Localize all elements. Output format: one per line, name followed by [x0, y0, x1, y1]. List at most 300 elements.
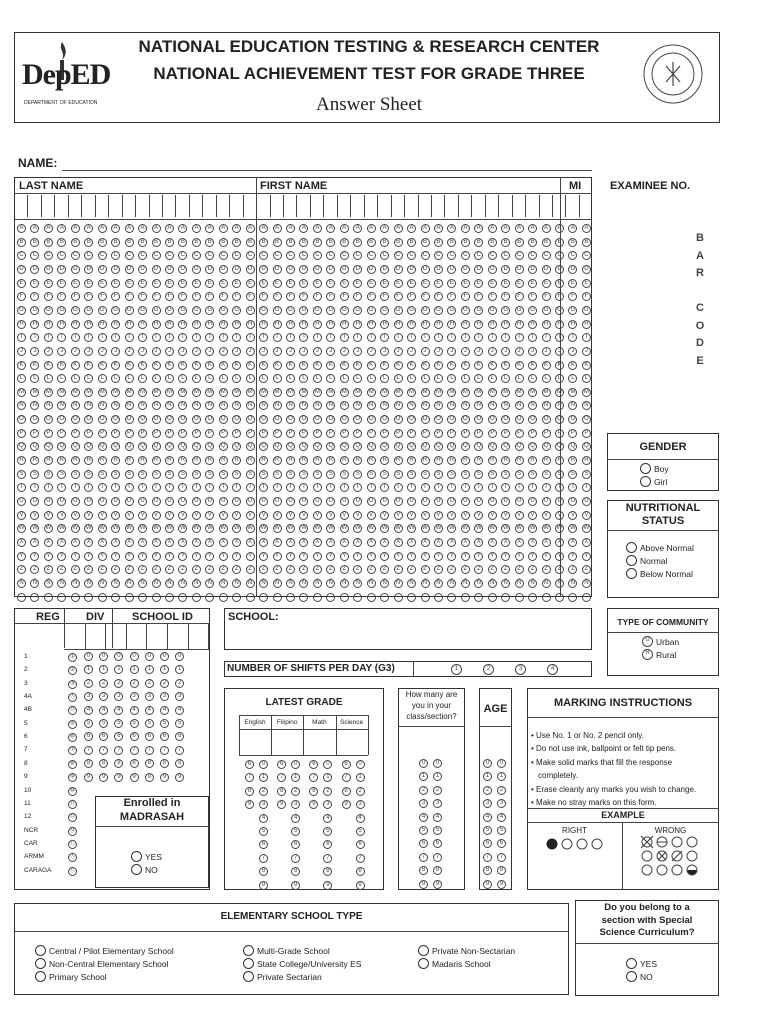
name-bubble[interactable]: Z: [447, 565, 456, 574]
name-bubble[interactable]: M: [583, 388, 589, 395]
name-bubble[interactable]: B: [232, 238, 241, 247]
name-bubble[interactable]: P: [84, 429, 93, 438]
name-bubble[interactable]: B: [165, 238, 174, 247]
name-bubble[interactable]: R: [111, 456, 120, 465]
name-bubble[interactable]: F: [313, 292, 322, 301]
school-id-bubble[interactable]: 0: [84, 652, 93, 661]
region-bubble[interactable]: ②: [69, 667, 76, 674]
name-bubble[interactable]: W: [381, 525, 388, 532]
name-bubble[interactable]: Ñ: [273, 579, 282, 588]
name-bubble[interactable]: Z: [582, 565, 591, 574]
name-bubble[interactable]: F: [394, 292, 403, 301]
name-bubble[interactable]: C: [165, 251, 174, 260]
name-bubble[interactable]: U: [246, 497, 255, 506]
name-bubble[interactable]: N: [84, 401, 93, 410]
name-bubble[interactable]: S: [178, 470, 187, 479]
name-bubble[interactable]: Q: [434, 442, 443, 451]
grade-bubble[interactable]: 6: [342, 760, 351, 769]
name-bubble[interactable]: M: [489, 388, 495, 395]
name-bubble[interactable]: C: [246, 251, 255, 260]
name-bubble[interactable]: R: [84, 456, 93, 465]
non-central-bubble[interactable]: [35, 958, 46, 969]
name-bubble[interactable]: K: [313, 361, 322, 370]
school-id-bubble[interactable]: 1: [84, 665, 93, 674]
name-bubble[interactable]: J: [273, 347, 282, 356]
name-bubble[interactable]: K: [125, 361, 134, 370]
name-bubble[interactable]: O: [326, 415, 335, 424]
name-bubble[interactable]: B: [299, 238, 308, 247]
grade-bubble[interactable]: 6: [277, 760, 286, 769]
age-bubble[interactable]: 3: [483, 799, 492, 808]
name-bubble[interactable]: X: [246, 538, 255, 547]
school-id-bubble[interactable]: 0: [145, 652, 154, 661]
name-bubble[interactable]: Z: [488, 565, 497, 574]
region-bubble[interactable]: Ⓜ: [69, 827, 76, 834]
private-sectarian-bubble[interactable]: [243, 971, 254, 982]
name-bubble[interactable]: V: [152, 511, 161, 520]
name-bubble[interactable]: V: [367, 511, 376, 520]
name-bubble[interactable]: T: [152, 483, 161, 492]
grade-bubble[interactable]: 3: [259, 800, 268, 809]
name-bubble[interactable]: C: [232, 251, 241, 260]
region-bubble[interactable]: ⑫: [69, 814, 76, 821]
name-bubble[interactable]: J: [246, 347, 255, 356]
name-bubble[interactable]: L: [367, 374, 376, 383]
name-bubble[interactable]: E: [178, 279, 187, 288]
name-bubble[interactable]: K: [474, 361, 483, 370]
school-id-bubble[interactable]: 3: [99, 692, 108, 701]
name-bubble[interactable]: P: [542, 429, 551, 438]
name-bubble[interactable]: L: [568, 374, 577, 383]
name-bubble[interactable]: H: [30, 320, 39, 329]
name-bubble[interactable]: P: [515, 429, 524, 438]
name-bubble[interactable]: W: [328, 525, 334, 532]
name-bubble[interactable]: W: [166, 525, 173, 532]
name-bubble[interactable]: A: [178, 224, 187, 233]
name-bubble[interactable]: J: [474, 347, 483, 356]
name-bubble[interactable]: G: [515, 306, 524, 315]
name-bubble[interactable]: -: [313, 593, 322, 602]
name-bubble[interactable]: X: [461, 538, 470, 547]
name-bubble[interactable]: I: [178, 333, 187, 342]
school-id-bubble[interactable]: 9: [160, 773, 169, 782]
name-bubble[interactable]: R: [30, 456, 39, 465]
name-bubble[interactable]: O: [125, 415, 134, 424]
name-bubble[interactable]: A: [515, 224, 524, 233]
name-bubble[interactable]: S: [542, 470, 551, 479]
name-bubble[interactable]: Q: [125, 442, 134, 451]
name-bubble[interactable]: R: [71, 456, 80, 465]
name-bubble[interactable]: L: [17, 374, 26, 383]
name-bubble[interactable]: W: [475, 525, 482, 532]
name-bubble[interactable]: Ñ: [57, 579, 66, 588]
name-bubble[interactable]: V: [232, 511, 241, 520]
name-bubble[interactable]: -: [232, 593, 241, 602]
name-bubble[interactable]: K: [501, 361, 510, 370]
grade-bubble[interactable]: 4: [323, 814, 332, 823]
name-bubble[interactable]: P: [178, 429, 187, 438]
name-bubble[interactable]: K: [71, 361, 80, 370]
name-bubble[interactable]: V: [488, 511, 497, 520]
name-bubble[interactable]: M: [207, 388, 213, 395]
name-bubble[interactable]: I: [299, 333, 308, 342]
name-bubble[interactable]: Ñ: [259, 579, 268, 588]
name-bubble[interactable]: L: [98, 374, 107, 383]
name-bubble[interactable]: T: [178, 483, 187, 492]
name-bubble[interactable]: Q: [447, 442, 456, 451]
name-bubble[interactable]: K: [447, 361, 456, 370]
name-bubble[interactable]: L: [394, 374, 403, 383]
name-bubble[interactable]: W: [85, 525, 92, 532]
name-bubble[interactable]: T: [582, 483, 591, 492]
school-id-bubble[interactable]: 5: [84, 719, 93, 728]
name-bubble[interactable]: S: [582, 470, 591, 479]
name-bubble[interactable]: R: [178, 456, 187, 465]
name-bubble[interactable]: V: [528, 511, 537, 520]
name-bubble[interactable]: X: [421, 538, 430, 547]
name-bubble[interactable]: A: [57, 224, 66, 233]
name-bubble[interactable]: E: [528, 279, 537, 288]
grade-bubble[interactable]: 2: [291, 787, 300, 796]
name-bubble[interactable]: F: [326, 292, 335, 301]
name-bubble[interactable]: P: [582, 429, 591, 438]
name-bubble[interactable]: A: [192, 224, 201, 233]
school-id-bubble[interactable]: 6: [130, 732, 139, 741]
name-bubble[interactable]: J: [488, 347, 497, 356]
name-bubble[interactable]: Y: [555, 552, 564, 561]
name-bubble[interactable]: Z: [178, 565, 187, 574]
name-bubble[interactable]: F: [205, 292, 214, 301]
name-bubble[interactable]: D: [299, 265, 308, 274]
name-bubble[interactable]: I: [286, 333, 295, 342]
name-bubble[interactable]: Z: [219, 565, 228, 574]
name-bubble[interactable]: X: [447, 538, 456, 547]
name-bubble[interactable]: G: [501, 306, 510, 315]
name-bubble[interactable]: O: [299, 415, 308, 424]
name-bubble[interactable]: A: [447, 224, 456, 233]
name-bubble[interactable]: I: [421, 333, 430, 342]
name-bubble[interactable]: X: [17, 538, 26, 547]
name-bubble[interactable]: Ñ: [461, 579, 470, 588]
name-bubble[interactable]: W: [233, 525, 240, 532]
name-bubble[interactable]: T: [111, 483, 120, 492]
name-bubble[interactable]: H: [582, 320, 591, 329]
name-bubble[interactable]: H: [394, 320, 403, 329]
name-bubble[interactable]: V: [461, 511, 470, 520]
name-bubble[interactable]: R: [555, 456, 564, 465]
name-bubble[interactable]: -: [474, 593, 483, 602]
name-bubble[interactable]: R: [125, 456, 134, 465]
rural-option[interactable]: [642, 648, 679, 661]
name-bubble[interactable]: G: [568, 306, 577, 315]
name-bubble[interactable]: N: [273, 401, 282, 410]
name-bubble[interactable]: S: [326, 470, 335, 479]
name-bubble[interactable]: V: [353, 511, 362, 520]
name-bubble[interactable]: C: [421, 251, 430, 260]
name-bubble[interactable]: Ñ: [407, 579, 416, 588]
name-bubble[interactable]: G: [380, 306, 389, 315]
name-bubble[interactable]: O: [394, 415, 403, 424]
name-bubble[interactable]: G: [542, 306, 551, 315]
name-bubble[interactable]: O: [313, 415, 322, 424]
name-bubble[interactable]: W: [502, 525, 509, 532]
name-bubble[interactable]: -: [57, 593, 66, 602]
name-bubble[interactable]: U: [84, 497, 93, 506]
school-id-bubble[interactable]: 7: [114, 746, 123, 755]
name-bubble[interactable]: A: [407, 224, 416, 233]
name-bubble[interactable]: S: [44, 470, 53, 479]
name-bubble[interactable]: O: [57, 415, 66, 424]
age-bubble[interactable]: 5: [483, 826, 492, 835]
name-bubble[interactable]: Ñ: [394, 579, 403, 588]
name-bubble[interactable]: C: [44, 251, 53, 260]
name-bubble[interactable]: A: [542, 224, 551, 233]
name-bubble[interactable]: I: [246, 333, 255, 342]
name-bubble[interactable]: S: [407, 470, 416, 479]
name-bubble[interactable]: G: [488, 306, 497, 315]
name-bubble[interactable]: Q: [461, 442, 470, 451]
name-bubble[interactable]: C: [380, 251, 389, 260]
name-bubble[interactable]: -: [192, 593, 201, 602]
name-bubble[interactable]: J: [192, 347, 201, 356]
age-bubble[interactable]: 5: [497, 826, 506, 835]
age-bubble[interactable]: 4: [483, 813, 492, 822]
name-bubble[interactable]: D: [152, 265, 161, 274]
name-bubble[interactable]: Z: [165, 565, 174, 574]
name-bubble[interactable]: R: [447, 456, 456, 465]
name-bubble[interactable]: M: [140, 388, 146, 395]
name-bubble[interactable]: D: [273, 265, 282, 274]
name-bubble[interactable]: H: [286, 320, 295, 329]
name-bubble[interactable]: N: [192, 401, 201, 410]
name-bubble[interactable]: W: [247, 525, 253, 532]
name-bubble[interactable]: H: [528, 320, 537, 329]
name-bubble[interactable]: Q: [353, 442, 362, 451]
name-bubble[interactable]: A: [273, 224, 282, 233]
grade-bubble[interactable]: 8: [342, 787, 351, 796]
name-bubble[interactable]: L: [152, 374, 161, 383]
name-bubble[interactable]: R: [582, 456, 591, 465]
name-bubble[interactable]: L: [447, 374, 456, 383]
name-bubble[interactable]: A: [98, 224, 107, 233]
name-bubble[interactable]: A: [205, 224, 214, 233]
name-bubble[interactable]: T: [488, 483, 497, 492]
name-bubble[interactable]: G: [205, 306, 214, 315]
grade-bubble[interactable]: 2: [323, 787, 332, 796]
name-bubble[interactable]: X: [232, 538, 241, 547]
name-bubble[interactable]: Ñ: [71, 579, 80, 588]
grade-bubble[interactable]: 7: [356, 854, 365, 863]
name-bubble[interactable]: Q: [152, 442, 161, 451]
name-bubble[interactable]: S: [394, 470, 403, 479]
name-bubble[interactable]: U: [286, 497, 295, 506]
name-bubble[interactable]: Q: [259, 442, 268, 451]
name-bubble[interactable]: M: [99, 388, 105, 395]
name-bubble[interactable]: G: [447, 306, 456, 315]
shift-bubble[interactable]: 4: [547, 664, 558, 675]
name-bubble[interactable]: Z: [568, 565, 577, 574]
name-bubble[interactable]: K: [84, 361, 93, 370]
name-bubble[interactable]: L: [555, 374, 564, 383]
name-bubble[interactable]: L: [71, 374, 80, 383]
school-id-bubble[interactable]: 8: [99, 759, 108, 768]
name-bubble[interactable]: G: [555, 306, 564, 315]
name-bubble[interactable]: N: [447, 401, 456, 410]
name-bubble[interactable]: E: [542, 279, 551, 288]
name-bubble[interactable]: J: [461, 347, 470, 356]
name-bubble[interactable]: M: [516, 388, 522, 395]
name-bubble[interactable]: Ñ: [340, 579, 349, 588]
class-size-bubble[interactable]: 9: [433, 880, 442, 889]
name-bubble[interactable]: B: [192, 238, 201, 247]
name-bubble[interactable]: B: [407, 238, 416, 247]
school-id-bubble[interactable]: 5: [114, 719, 123, 728]
name-bubble[interactable]: D: [353, 265, 362, 274]
name-bubble[interactable]: I: [555, 333, 564, 342]
name-bubble[interactable]: X: [340, 538, 349, 547]
name-bubble[interactable]: T: [501, 483, 510, 492]
name-bubble[interactable]: G: [353, 306, 362, 315]
name-bubble[interactable]: D: [421, 265, 430, 274]
name-bubble[interactable]: I: [138, 333, 147, 342]
name-bubble[interactable]: U: [474, 497, 483, 506]
name-bubble[interactable]: J: [44, 347, 53, 356]
name-bubble[interactable]: R: [434, 456, 443, 465]
name-bubble[interactable]: I: [57, 333, 66, 342]
name-bubble[interactable]: X: [582, 538, 591, 547]
name-bubble[interactable]: U: [273, 497, 282, 506]
name-bubble[interactable]: J: [367, 347, 376, 356]
class-size-bubble[interactable]: 6: [419, 839, 428, 848]
name-bubble[interactable]: D: [582, 265, 591, 274]
name-bubble[interactable]: I: [461, 333, 470, 342]
name-bubble[interactable]: D: [528, 265, 537, 274]
grade-bubble[interactable]: 8: [356, 867, 365, 876]
name-bubble[interactable]: V: [71, 511, 80, 520]
name-bubble[interactable]: I: [568, 333, 577, 342]
school-id-bubble[interactable]: 9: [130, 773, 139, 782]
grade-bubble[interactable]: 7: [245, 773, 254, 782]
name-bubble[interactable]: O: [488, 415, 497, 424]
name-bubble[interactable]: M: [234, 388, 240, 395]
name-bubble[interactable]: U: [98, 497, 107, 506]
name-bubble[interactable]: -: [178, 593, 187, 602]
school-id-bubble[interactable]: 9: [114, 773, 123, 782]
name-bubble[interactable]: T: [299, 483, 308, 492]
name-bubble[interactable]: Ñ: [367, 579, 376, 588]
name-bubble[interactable]: J: [98, 347, 107, 356]
name-bubble[interactable]: C: [326, 251, 335, 260]
name-bubble[interactable]: V: [326, 511, 335, 520]
name-bubble[interactable]: Ñ: [299, 579, 308, 588]
name-bubble[interactable]: T: [367, 483, 376, 492]
name-bubble[interactable]: P: [44, 429, 53, 438]
name-bubble[interactable]: L: [515, 374, 524, 383]
name-bubble[interactable]: Z: [299, 565, 308, 574]
name-bubble[interactable]: W: [139, 525, 146, 532]
name-bubble[interactable]: J: [232, 347, 241, 356]
name-bubble[interactable]: E: [340, 279, 349, 288]
name-bubble[interactable]: S: [152, 470, 161, 479]
name-bubble[interactable]: V: [474, 511, 483, 520]
name-bubble[interactable]: O: [421, 415, 430, 424]
school-id-bubble[interactable]: 1: [99, 665, 108, 674]
name-bubble[interactable]: M: [368, 388, 374, 395]
below-normal-option[interactable]: [626, 567, 694, 580]
name-bubble[interactable]: N: [555, 401, 564, 410]
name-bubble[interactable]: U: [353, 497, 362, 506]
name-bubble[interactable]: -: [299, 593, 308, 602]
name-bubble[interactable]: C: [152, 251, 161, 260]
name-bubble[interactable]: D: [192, 265, 201, 274]
name-bubble[interactable]: E: [17, 279, 26, 288]
name-bubble[interactable]: X: [111, 538, 120, 547]
name-bubble[interactable]: E: [125, 279, 134, 288]
name-bubble[interactable]: L: [111, 374, 120, 383]
gender-girl-option[interactable]: [640, 475, 669, 488]
name-bubble[interactable]: E: [313, 279, 322, 288]
school-id-bubble[interactable]: 5: [175, 719, 184, 728]
name-bubble[interactable]: C: [219, 251, 228, 260]
name-bubble[interactable]: J: [205, 347, 214, 356]
grade-bubble[interactable]: 3: [323, 800, 332, 809]
name-bubble[interactable]: W: [422, 525, 428, 532]
name-bubble[interactable]: G: [17, 306, 26, 315]
name-bubble[interactable]: F: [528, 292, 537, 301]
name-bubble[interactable]: K: [299, 361, 308, 370]
name-bubble[interactable]: P: [57, 429, 66, 438]
name-bubble[interactable]: S: [246, 470, 255, 479]
name-bubble[interactable]: V: [434, 511, 443, 520]
name-bubble[interactable]: N: [367, 401, 376, 410]
name-bubble[interactable]: U: [125, 497, 134, 506]
name-bubble[interactable]: O: [434, 415, 443, 424]
name-bubble[interactable]: L: [273, 374, 282, 383]
name-bubble[interactable]: D: [447, 265, 456, 274]
school-id-bubble[interactable]: 0: [175, 652, 184, 661]
name-bubble[interactable]: V: [84, 511, 93, 520]
name-bubble[interactable]: K: [30, 361, 39, 370]
name-bubble[interactable]: K: [461, 361, 470, 370]
name-bubble[interactable]: D: [394, 265, 403, 274]
name-bubble[interactable]: D: [30, 265, 39, 274]
name-bubble[interactable]: Ñ: [434, 579, 443, 588]
name-bubble[interactable]: Z: [71, 565, 80, 574]
name-bubble[interactable]: Y: [57, 552, 66, 561]
name-bubble[interactable]: E: [232, 279, 241, 288]
name-bubble[interactable]: -: [30, 593, 39, 602]
name-bubble[interactable]: Ñ: [286, 579, 295, 588]
grade-bubble[interactable]: 1: [323, 773, 332, 782]
grade-bubble[interactable]: 9: [342, 800, 351, 809]
name-bubble[interactable]: C: [178, 251, 187, 260]
name-bubble[interactable]: O: [44, 415, 53, 424]
school-id-bubble[interactable]: 3: [160, 692, 169, 701]
name-bubble[interactable]: M: [19, 388, 24, 395]
name-bubble[interactable]: G: [528, 306, 537, 315]
name-bubble[interactable]: U: [461, 497, 470, 506]
name-bubble[interactable]: U: [501, 497, 510, 506]
name-bubble[interactable]: U: [219, 497, 228, 506]
name-bubble[interactable]: V: [192, 511, 201, 520]
name-bubble[interactable]: N: [313, 401, 322, 410]
name-bubble[interactable]: K: [555, 361, 564, 370]
primary-option[interactable]: [35, 970, 174, 983]
name-bubble[interactable]: J: [57, 347, 66, 356]
name-bubble[interactable]: A: [434, 224, 443, 233]
name-bubble[interactable]: X: [152, 538, 161, 547]
name-bubble[interactable]: L: [84, 374, 93, 383]
